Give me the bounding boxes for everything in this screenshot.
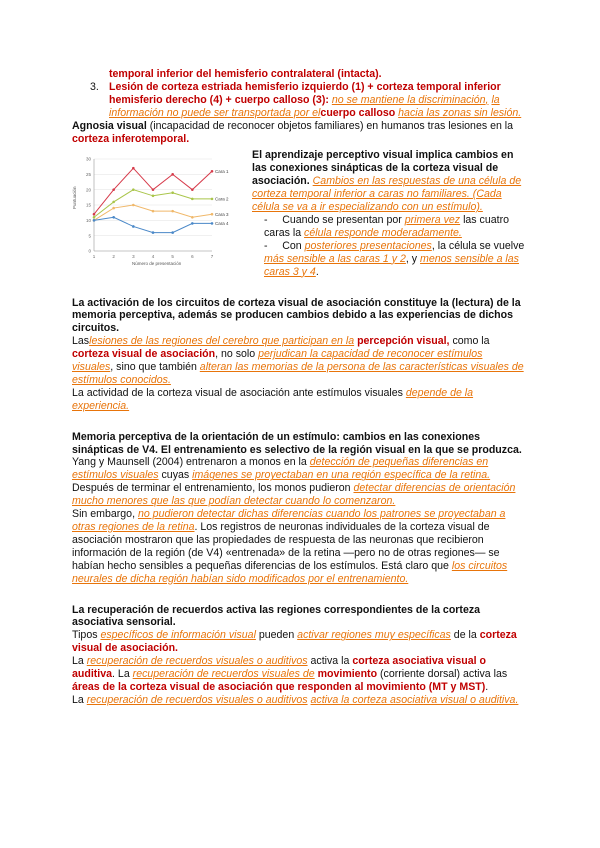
recuperacion-heading: La recuperación de recuerdos activa las regiones correspondientes de la corteza asociativa sensorial. [72, 603, 481, 629]
agnosia-paragraph [72, 120, 526, 146]
highlight-text: lesiones de las regiones del cerebro que participan en la [89, 335, 355, 348]
text: Después de terminar el entrenamiento, los monos pudieron [72, 482, 354, 495]
x-tick-label: 1 [92, 254, 96, 260]
highlight-text: activa la corteza asociativa visual o auditiva. [310, 693, 519, 706]
bullet-first-presentation [252, 214, 526, 240]
text: La [72, 655, 87, 668]
data-point [211, 170, 214, 173]
x-tick-label: 6 [191, 254, 194, 260]
activacion-paragraph-2 [72, 387, 526, 413]
text: (corriente dorsal) activa las [377, 668, 508, 681]
text: cuyas [158, 469, 193, 482]
data-point [152, 232, 155, 235]
y-tick-label: 30 [85, 157, 91, 163]
highlight-text: los circuitos neurales de dicha región habían sido modificados por el entrenamiento. [72, 559, 508, 585]
activacion-heading: La activación de los circuitos de corteza visual de asociación constituye la (lectura) de la memoria perceptiva, además se producen cambios debido a las experiencias de dichos circuitos. [72, 296, 521, 335]
highlight-text: hacia las zonas sin lesión. [398, 106, 522, 119]
text: . La [112, 668, 133, 681]
x-axis-label: Número de presentación [132, 261, 182, 267]
data-point [191, 198, 194, 201]
series-label: Cara 4 [215, 221, 229, 227]
data-point [93, 219, 96, 222]
text: como la [449, 335, 490, 348]
highlight-text: no se mantiene la discriminación [331, 93, 486, 106]
highlight-text: recuperación de recuerdos visuales o auditivos [86, 693, 308, 706]
highlight-text: imágenes se proyectaban en una región específica de la retina. [192, 469, 491, 482]
lesion-list [90, 68, 526, 120]
data-point [211, 213, 214, 216]
x-tick-label: 4 [151, 254, 155, 260]
recuperacion-paragraph-1 [72, 629, 526, 655]
bullet-text: , la célula se vuelve [431, 239, 525, 252]
text: La [72, 693, 87, 706]
data-point [132, 204, 135, 207]
highlight-text: primera vez [404, 213, 461, 226]
list-item-2-continuation [109, 68, 526, 81]
y-tick-label: 10 [85, 218, 91, 224]
y-tick-label: 15 [85, 203, 91, 209]
memoria-paragraph-3 [72, 508, 526, 585]
dash: - [264, 213, 268, 226]
data-point [171, 192, 174, 195]
x-tick-label: 5 [171, 254, 174, 260]
data-point [171, 210, 174, 213]
text: activa la [307, 655, 353, 668]
bullet-text: . [315, 265, 319, 278]
memoria-heading: Memoria perceptiva de la orientación de un estímulo: cambios en las conexiones sinápticas de V4. El entrenamiento es selectivo de la región visual en la que se produzca. [72, 430, 522, 456]
data-point [112, 189, 115, 192]
data-point [112, 201, 115, 204]
text: pueden [255, 629, 298, 642]
text: de la [450, 629, 480, 642]
line-chart [72, 149, 244, 269]
bullet-text: las cuatro caras la [264, 213, 509, 239]
text: , sino que también [110, 361, 200, 374]
data-point [132, 167, 135, 170]
red-term: percepción visual, [357, 335, 450, 348]
data-point [112, 216, 115, 219]
activacion-section [72, 297, 526, 413]
agnosia-red: corteza inferotemporal. [72, 132, 190, 145]
memoria-paragraph-2 [72, 482, 526, 508]
highlight-text: la información no puede ser transportada por el [109, 93, 500, 119]
text: La actividad de la corteza visual de asociación ante estímulos visuales [72, 386, 406, 399]
bullet-text: , y [405, 252, 418, 265]
text: . Los registros de neuronas individuales de la corteza visual de asociación mostraron que las propiedades de respuesta de las neuronas que recibieron información de la región (de V4) «entrenada» de la retina —pero no de otras regiones— se habían hecho sensibles a pequeñas diferencias de los estímulos. Está claro que [72, 521, 500, 572]
data-point [152, 210, 155, 213]
y-tick-label: 5 [88, 233, 91, 239]
highlight-text: perjudican la capacidad de reconocer estímulos visuales [72, 348, 483, 374]
data-point [191, 216, 194, 219]
data-point [93, 213, 96, 216]
aprendizaje-heading [252, 149, 526, 214]
aprendizaje-text [252, 149, 526, 278]
text: Sin embargo, [72, 508, 138, 521]
list-number: 3. [90, 80, 99, 93]
y-axis-label: Puntuación [72, 186, 77, 210]
bold-term: movimiento [317, 668, 378, 681]
data-point [152, 195, 155, 198]
data-point [132, 189, 135, 192]
text: , no solo [215, 348, 259, 361]
data-point [132, 226, 135, 229]
highlight-text: detectar diferencias de orientación mucho menores que las que podían detectar cuando lo comenzaron. [72, 482, 516, 508]
data-point [93, 216, 96, 219]
highlight-text: depende de la experiencia. [72, 386, 474, 412]
recuperacion-paragraph-2 [72, 655, 526, 694]
text: . [485, 680, 489, 693]
bullet-later-presentations [252, 240, 526, 279]
y-tick-label: 25 [85, 172, 91, 178]
series-label: Cara 2 [215, 196, 229, 202]
data-point [191, 223, 194, 226]
memoria-section [72, 431, 526, 586]
agnosia-term: Agnosia visual [72, 119, 147, 132]
bullet-text: Con [282, 239, 302, 252]
lesion-text: Lesión de corteza estriada hemisferio izquierdo (1) + corteza temporal inferior hemisferio derecho (4) + cuerpo calloso (3): [109, 80, 501, 106]
recuperacion-paragraph-3 [72, 694, 526, 707]
data-point [191, 189, 194, 192]
x-tick-label: 7 [210, 254, 214, 260]
data-point [171, 232, 174, 235]
series-label: Cara 3 [215, 212, 229, 218]
highlight-text: menos sensible a las caras 3 y 4 [264, 252, 519, 278]
bullet-text: Cuando se presentan por [282, 213, 402, 226]
data-point [211, 198, 214, 201]
dash: - [264, 239, 268, 252]
heading-text: El aprendizaje perceptivo visual implica cambios en las conexiones sinápticas de la corteza visual de asociación. [252, 149, 514, 188]
data-point [211, 223, 214, 226]
highlight-text: recuperación de recuerdos visuales de [132, 668, 315, 681]
highlight-text: alteran las memorias de la persona de las características visuales de estímulos conocidos. [72, 361, 524, 386]
highlight-text: célula responde moderadamente. [304, 226, 462, 239]
red-term: corteza visual de asociación [72, 348, 216, 361]
highlight-text: Cambios en las respuestas de una célula de corteza temporal inferior a caras no familiares. (Cada célula se va a ir especializando con un estímulo). [252, 175, 522, 214]
x-tick-label: 3 [132, 254, 135, 260]
text: Las [72, 335, 90, 348]
series-label: Cara 1 [215, 169, 229, 175]
x-tick-label: 2 [112, 254, 115, 260]
activacion-paragraph-1 [72, 335, 526, 387]
bold-term: cuerpo calloso [320, 106, 396, 119]
highlight-text: específicos de información visual [100, 629, 256, 642]
aprendizaje-section [72, 149, 526, 278]
data-point [112, 207, 115, 210]
lesion-text: temporal inferior del hemisferio contralateral (intacta). [109, 68, 382, 80]
recuperacion-section [72, 604, 526, 707]
separator: , [485, 93, 489, 106]
agnosia-text: (incapacidad de reconocer objetos familiares) en humanos tras lesiones en la [146, 119, 514, 132]
red-term: corteza visual de asociación. [72, 629, 517, 655]
highlight-text: recuperación de recuerdos visuales o auditivos [86, 655, 308, 668]
highlight-text: detección de pequeñas diferencias en estímulos visuales [72, 456, 489, 482]
red-term: áreas de la corteza visual de asociación que responden al movimiento (MT y MST) [72, 680, 486, 693]
text: Tipos [72, 629, 101, 642]
highlight-text: posteriores presentaciones [304, 239, 432, 252]
red-term: corteza asociativa visual o auditiva [72, 655, 486, 681]
memoria-paragraph-1 [72, 456, 526, 482]
list-item-3 [90, 80, 526, 120]
face-response-chart [72, 149, 244, 278]
text: Yang y Maunsell (2004) entrenaron a monos en la [72, 456, 310, 469]
y-tick-label: 0 [88, 249, 91, 255]
highlight-text: no pudieron detectar dichas diferencias cuando los patrones se proyectaban a otras regiones de la retina [72, 508, 506, 533]
y-tick-label: 20 [85, 187, 91, 193]
document-page [72, 68, 526, 707]
data-point [152, 189, 155, 192]
highlight-text: más sensible a las caras 1 y 2 [264, 252, 406, 265]
highlight-text: activar regiones muy específicas [297, 629, 451, 642]
data-point [171, 173, 174, 176]
